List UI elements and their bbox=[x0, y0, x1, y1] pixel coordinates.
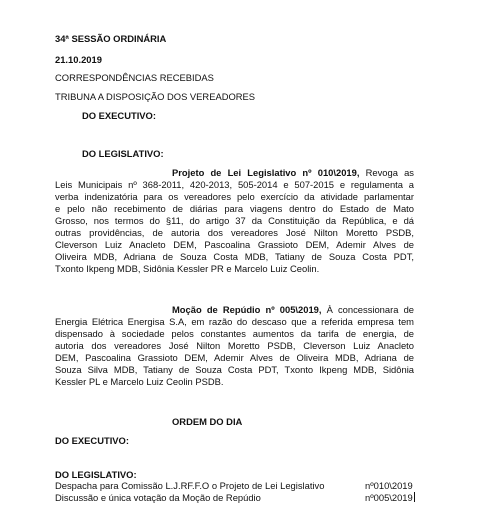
ordem-executivo-heading: DO EXECUTIVO: bbox=[55, 435, 129, 446]
mocao-line: Kessler PL e Marcelo Luiz Ceolin PSDB. bbox=[55, 376, 224, 387]
legislativo-heading: DO LEGISLATIVO: bbox=[82, 148, 164, 159]
ordem-item-ref-wrap bbox=[365, 492, 415, 504]
mocao-line: autoria dos vereadores José Nilton Moretto PSDB, Cleverson Luiz Anacleto bbox=[55, 340, 414, 351]
projeto-line: Cleverson Luiz Anacleto DEM, Pascoalina Grassioto DEM, Ademir Alves de bbox=[55, 239, 414, 250]
projeto-paragraph bbox=[55, 167, 414, 275]
projeto-line: Leis Municipais nº 368-2011, 420-2013, 505-2014 e 507-2015 e regulamenta a bbox=[55, 179, 414, 190]
ordem-item bbox=[55, 480, 414, 492]
projeto-line: Oliveira MDB, Adriana de Souza Costa MDB, Tatiany de Souza Costa PDT, bbox=[55, 251, 414, 262]
mocao-line: DEM, Pascoalina Grassioto DEM, Ademir Alves de Oliveira MDB, Adriana de bbox=[55, 352, 414, 363]
ordem-item bbox=[55, 492, 414, 504]
projeto-line: Grosso, nos termos do §11, do artigo 37 da Constituição da República, e dá bbox=[55, 215, 414, 226]
ordem-item-ref: nº010\2019 bbox=[365, 480, 413, 491]
text-cursor bbox=[414, 492, 415, 502]
correspondences-heading: CORRESPONDÊNCIAS RECEBIDAS bbox=[55, 72, 214, 83]
projeto-line: verba indenizatória para os vereadores pelo exercício da atividade parlamentar bbox=[55, 191, 414, 202]
mocao-line: Souza Silva MDB, Tatiany de Souza Costa PDT, Txonto Ikpeng MDB, Sidônia bbox=[55, 364, 414, 375]
mocao-lead: Moção de Repúdio nº 005\2019, bbox=[172, 304, 322, 315]
ordem-item-text: Discussão e única votação da Moção de Repúdio bbox=[55, 492, 261, 503]
ordem-item-ref: nº005\2019 bbox=[365, 492, 413, 503]
ordem-item-text: Despacha para Comissão L.J.RF.F.O o Projeto de Lei Legislativo bbox=[55, 480, 325, 491]
projeto-line: Txonto Ikpeng MDB, Sidônia Kessler PR e Marcelo Luiz Ceolin. bbox=[55, 263, 320, 274]
tribuna-heading: TRIBUNA A DISPOSIÇÃO DOS VEREADORES bbox=[55, 91, 256, 102]
projeto-line: Revoga as bbox=[365, 167, 414, 178]
projeto-line: outras providências, de autoria dos vereadores José Nilton Moretto PSDB, bbox=[55, 227, 414, 238]
executivo-heading: DO EXECUTIVO: bbox=[82, 110, 156, 121]
mocao-line: dispensado à sociedade pelos constantes aumentos da tarifa de energia, de bbox=[55, 328, 414, 339]
mocao-line: À concessionara de bbox=[326, 304, 414, 315]
session-date: 21.10.2019 bbox=[55, 54, 102, 65]
mocao-line: Energia Elétrica Energisa S.A, em razão do descaso que a referida empresa tem bbox=[55, 316, 414, 327]
session-title: 34ª SESSÃO ORDINÁRIA bbox=[55, 33, 167, 44]
projeto-line: e pelo não recebimento de diárias para viagens dentro do Estado de Mato bbox=[55, 203, 414, 214]
ordem-legislativo-heading: DO LEGISLATIVO: bbox=[55, 469, 137, 480]
mocao-paragraph bbox=[55, 304, 414, 388]
ordem-title: ORDEM DO DIA bbox=[172, 416, 243, 427]
projeto-lead: Projeto de Lei Legislativo nº 010\2019, bbox=[172, 167, 360, 178]
